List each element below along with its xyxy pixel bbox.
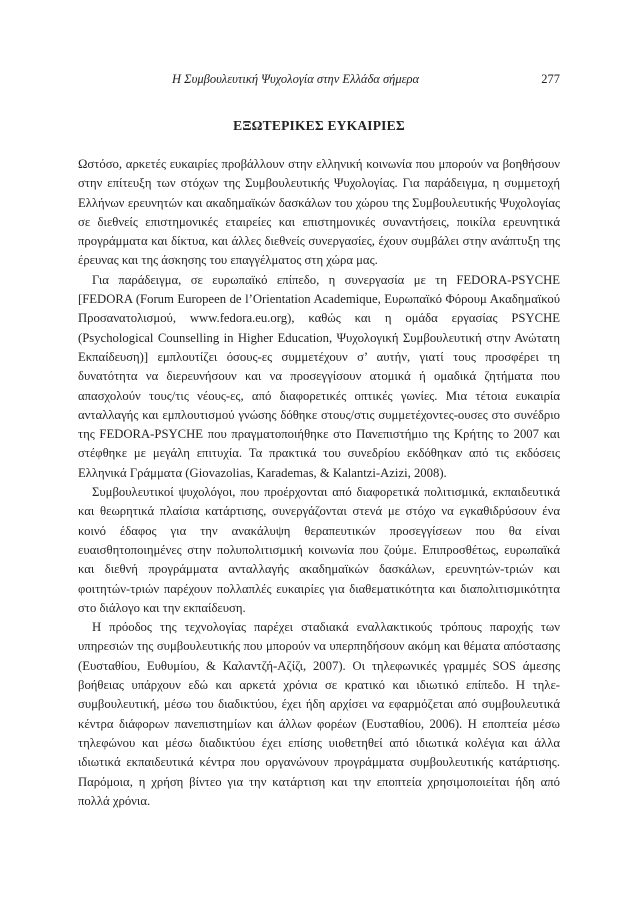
paragraph: Η πρόοδος της τεχνολογίας παρέχει σταδιακά εναλλακτικούς τρόπους παροχής των υπηρεσιών της συμβουλευτικής που μπορούν να υπερπηδήσουν ακόμη και θέματα απόστασης (Ευσταθίου, Ευθυμίου, & Καλαντζή-Αζίζι, 2007). Οι τηλεφωνικές γραμμές SOS άμεσης βοήθειας υπάρχουν εδώ και αρκετά χρόνια σε κρατικό και ιδιωτικό επίπεδο. Η τηλε-συμβουλευτική, μέσω του διαδικτύου, έχει ήδη αρχίσει να εφαρμόζεται από συμβουλευτικά κέντρα διάφορων πανεπιστημίων και άλλων φορέων (Ευσταθίου, 2006). Η εποπτεία μέσω τηλεφώνου και μέσω διαδικτύου έχει επίσης υιοθετηθεί από ιδιωτικά κολέγια και άλλα ιδιωτικά εκπαιδευτικά κέντρα που οργανώνουν προγράμματα συμβουλευτικής κατάρτισης. Παρόμοια, η χρήση βίντεο για την κατάρτιση και την εποπτεία χρησιμοποιείται ήδη από πολλά χρόνια. (78, 620, 560, 808)
body-text (78, 155, 560, 811)
page-number: 277 (541, 72, 560, 86)
running-header (78, 72, 560, 90)
paragraph: Συμβουλευτικοί ψυχολόγοι, που προέρχονται από διαφορετικά πολιτισμικά, εκπαιδευτικά και θεωρητικά πλαίσια κατάρτισης, συνεργάζονται στενά με στόχο να εγκαθιδρύσουν ένα κοινό έδαφος για την ανακάλυψη θεραπευτικών προσεγγίσεων που θα είναι ευαισθητοποιημένες στην πολυπολιτισμική κοινωνία που ζούμε. Επιπροσθέτως, ευρωπαϊκά και διεθνή προγράμματα ανταλλαγής ακαδημαϊκών δασκάλων, ερευνητών-τριών και φοιτητών-τριών παρέχουν πολλαπλές ευκαιρίες για διαθεματικότητα και διαπολιτισμικότητα στο διάλογο και την εκπαίδευση. (78, 485, 560, 615)
document-page (78, 72, 560, 811)
paragraph: Για παράδειγμα, σε ευρωπαϊκό επίπεδο, η συνεργασία με τη FEDORA-PSYCHE [FEDORA (Forum Europeen de l’Orientation Academique, Ευρωπαϊκό Φόρουμ Ακαδημαϊκού Προσανατολισμού, www.fedora.eu.org), καθώς και η ομάδα εργασίας PSYCHE (Psychological Counselling in Higher Education, Ψυχολογική Συμβουλευτική στην Ανώτατη Εκπαίδευση)] εμπλουτίζει όσους-ες συμμετέχουν σ’ αυτήν, γιατί τους προσφέρει τη δυνατότητα να διερευνήσουν και να προσεγγίσουν ατομικά ή ομαδικά ζητήματα που απασχολούν τους/τις νέους-ες, από διαφορετικές οπτικές γωνίες. Μια τέτοια ευκαιρία ανταλλαγής και εμπλουτισμού γνώσης δόθηκε στους/στις συμμετέχοντες-ουσες στο συνέδριο της FEDORA-PSYCHE που πραγματοποιήθηκε στο Πανεπιστήμιο της Κρήτης το 2007 και στέφθηκε με μεγάλη επιτυχία. Τα πρακτικά του συνεδρίου εκδόθηκαν από τις εκδόσεις Ελληνικά Γράμματα (Giovazolias, Karademas, & Kalantzi-Azizi, 2008). (78, 272, 560, 480)
paragraph: Ωστόσο, αρκετές ευκαιρίες προβάλλουν στην ελληνική κοινωνία που μπορούν να βοηθήσουν στην επίτευξη των στόχων της Συμβουλευτικής Ψυχολογίας. Για παράδειγμα, η συμμετοχή Ελλήνων ερευνητών και ακαδημαϊκών δασκάλων του χώρου της Συμβουλευτικής Ψυχολογίας σε διεθνείς επιστημονικές εταιρείες και επιστημονικές συναντήσεις, ποικίλα ερευνητικά προγράμματα και δίκτυα, και άλλες διεθνείς συνεργασίες, έχουν συμβάλει στην ανάπτυξη της έρευνας και της άσκησης του επαγγέλματος στη χώρα μας. (78, 157, 560, 268)
running-title: Η Συμβουλευτική Ψυχολογία στην Ελλάδα σήμερα (172, 72, 420, 86)
section-title: ΕΞΩΤΕΡΙΚΕΣ ΕΥΚΑΙΡΙΕΣ (233, 118, 405, 133)
